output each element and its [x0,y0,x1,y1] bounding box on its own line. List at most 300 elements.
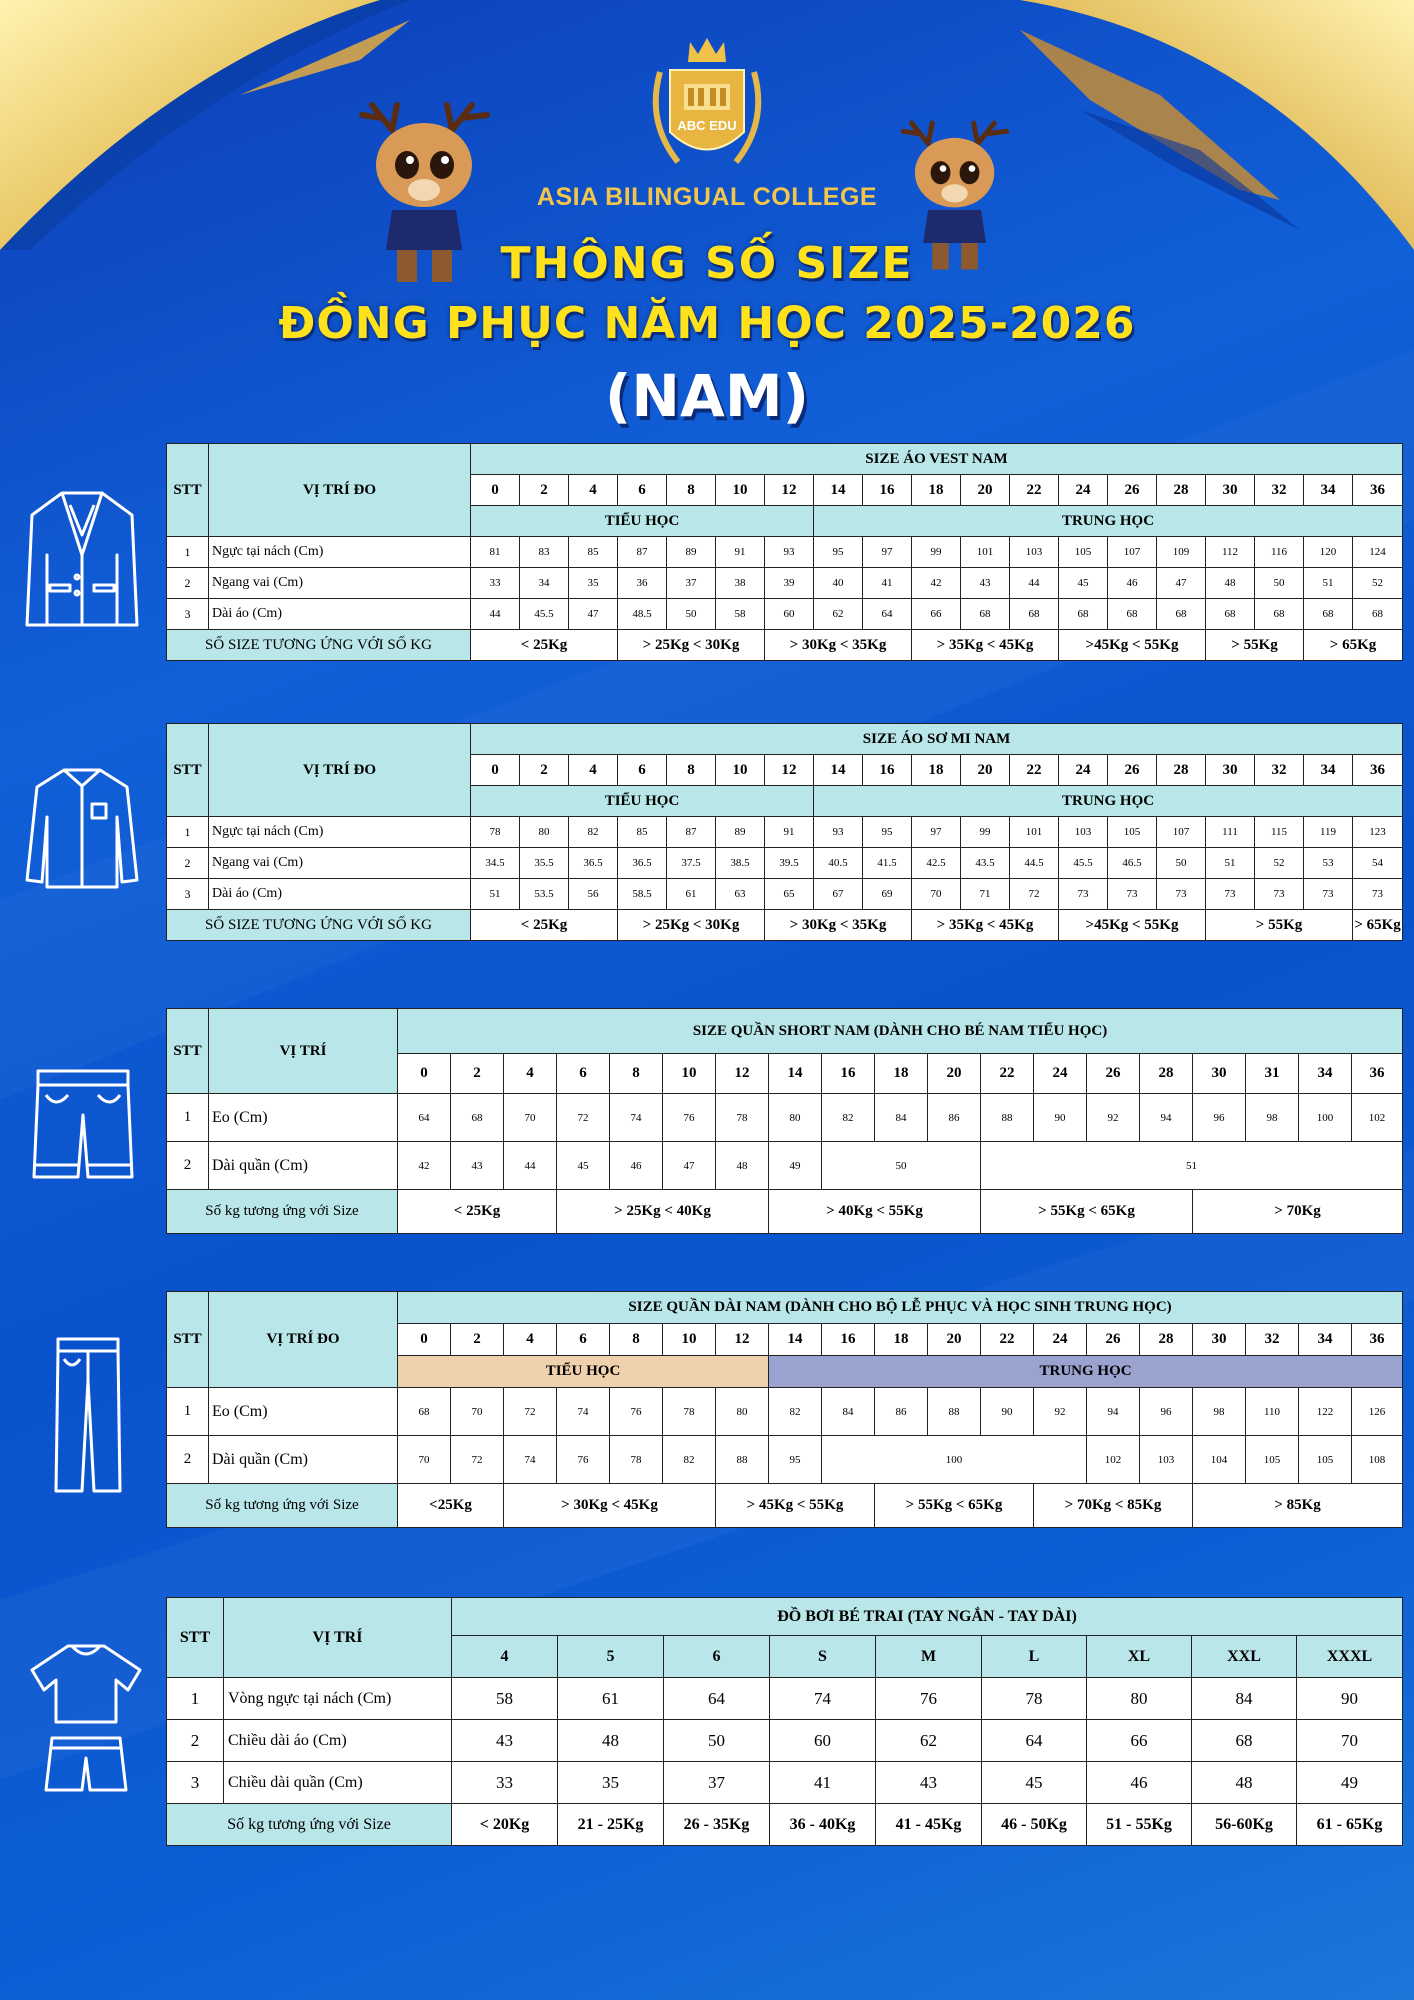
kg-row [167,910,1403,941]
size-header: 0 [471,755,520,786]
value-cell: 89 [667,537,716,568]
value-cell: 68 [1206,599,1255,630]
value-cell: 65 [765,879,814,910]
kg-range: 61 - 65Kg [1297,1804,1403,1846]
laurel-crest-icon [638,32,776,180]
value-cell: 68 [1192,1720,1297,1762]
value-cell: 56 [569,879,618,910]
value-cell: 48 [1206,568,1255,599]
table-row [167,848,1403,879]
value-cell: 83 [520,537,569,568]
value-cell: 72 [557,1094,610,1142]
kg-range: 41 - 45Kg [876,1804,982,1846]
size-header: 18 [875,1054,928,1094]
row-number: 1 [167,1678,224,1720]
value-cell: 82 [769,1388,822,1436]
value-cell: 62 [814,599,863,630]
value-cell: 49 [1297,1762,1403,1804]
value-cell: 87 [667,817,716,848]
value-cell: 72 [1010,879,1059,910]
value-cell: 73 [1353,879,1403,910]
page-subtitle: ĐỒNG PHỤC NĂM HỌC 2025-2026 [278,298,1136,349]
row-label: Dài quần (Cm) [209,1142,398,1190]
value-cell: 41 [770,1762,876,1804]
page-title: THÔNG SỐ SIZE [500,238,914,289]
size-header: 20 [961,475,1010,506]
size-header: 36 [1353,475,1403,506]
value-cell: 105 [1108,817,1157,848]
value-cell: 43 [961,568,1010,599]
kg-row-label: Số kg tương ứng với Size [167,1484,398,1528]
value-cell: 50 [1255,568,1304,599]
value-cell: 36.5 [569,848,618,879]
value-cell: 50 [667,599,716,630]
size-header: 16 [822,1324,875,1356]
kg-row [167,1190,1403,1234]
size-header: 2 [520,755,569,786]
value-cell: 92 [1034,1388,1087,1436]
kg-range: 21 - 25Kg [558,1804,664,1846]
value-cell: 73 [1255,879,1304,910]
value-cell: 70 [451,1388,504,1436]
kg-range: < 20Kg [452,1804,558,1846]
position-header: VỊ TRÍ ĐO [209,724,471,817]
value-cell: 94 [1087,1388,1140,1436]
value-cell: 58 [452,1678,558,1720]
value-cell: 44.5 [1010,848,1059,879]
value-cell: 84 [822,1388,875,1436]
value-cell: 41.5 [863,848,912,879]
row-label: Vòng ngực tại nách (Cm) [224,1678,452,1720]
size-header: 26 [1108,755,1157,786]
row-label: Ngang vai (Cm) [209,568,471,599]
value-cell: 105 [1059,537,1108,568]
value-cell: 50 [1157,848,1206,879]
size-header: 36 [1353,755,1403,786]
value-cell: 44 [471,599,520,630]
size-header: 4 [452,1636,558,1678]
size-header: 20 [961,755,1010,786]
value-cell: 34.5 [471,848,520,879]
shorts-size-table [166,1008,1403,1234]
value-cell: 42.5 [912,848,961,879]
size-header: 26 [1087,1054,1140,1094]
value-cell: 52 [1353,568,1403,599]
value-cell: 82 [663,1436,716,1484]
value-cell: 107 [1157,817,1206,848]
stt-header: STT [167,724,209,817]
value-cell: 62 [876,1720,982,1762]
table-row [167,1436,1403,1484]
value-cell: 90 [1297,1678,1403,1720]
kg-range: 51 - 55Kg [1087,1804,1192,1846]
value-cell: 68 [1255,599,1304,630]
value-cell: 72 [451,1436,504,1484]
kg-row-label: SỐ SIZE TƯƠNG ỨNG VỚI SỐ KG [167,910,471,941]
value-cell: 86 [928,1094,981,1142]
size-header: 30 [1206,755,1255,786]
size-header: 34 [1304,475,1353,506]
value-cell: 76 [663,1094,716,1142]
value-cell: 78 [663,1388,716,1436]
value-cell: 70 [1297,1720,1403,1762]
value-cell: 103 [1140,1436,1193,1484]
value-cell: 105 [1299,1436,1352,1484]
table-row [167,1678,1403,1720]
kg-range: < 25Kg [471,630,618,661]
value-cell: 49 [769,1142,822,1190]
value-cell: 115 [1255,817,1304,848]
value-cell: 50 [664,1720,770,1762]
kg-range: > 55Kg [1206,630,1304,661]
size-header: 12 [716,1054,769,1094]
value-cell: 47 [1157,568,1206,599]
row-number: 1 [167,1094,209,1142]
swimsuit-icon [28,1640,144,1795]
value-cell: 44 [1010,568,1059,599]
value-cell: 124 [1353,537,1403,568]
value-cell: 74 [610,1094,663,1142]
school-logo [638,32,776,180]
size-header: 4 [569,475,618,506]
value-cell: 70 [398,1436,451,1484]
value-cell: 103 [1010,537,1059,568]
value-cell: 64 [982,1720,1087,1762]
value-cell: 96 [1193,1094,1246,1142]
kg-range: > 30Kg < 45Kg [504,1484,716,1528]
value-cell: 98 [1193,1388,1246,1436]
size-header: 18 [912,755,961,786]
value-cell: 68 [1157,599,1206,630]
size-header: 30 [1193,1054,1246,1094]
kg-range: > 30Kg < 35Kg [765,630,912,661]
value-cell: 96 [1140,1388,1193,1436]
size-header: 6 [557,1054,610,1094]
value-cell: 64 [398,1094,451,1142]
value-cell: 82 [822,1094,875,1142]
value-cell: 73 [1157,879,1206,910]
value-cell: 94 [1140,1094,1193,1142]
size-header: 22 [1010,475,1059,506]
value-cell: 36 [618,568,667,599]
value-cell: 48 [716,1142,769,1190]
value-cell: 53.5 [520,879,569,910]
table-row [167,568,1403,599]
value-cell: 51 [1206,848,1255,879]
value-cell: 84 [875,1094,928,1142]
value-cell: 70 [912,879,961,910]
size-header: 20 [928,1054,981,1094]
kg-range: < 25Kg [398,1190,557,1234]
vest-size-table [166,443,1403,661]
size-header: 26 [1108,475,1157,506]
size-header: 4 [569,755,618,786]
value-cell: 68 [451,1094,504,1142]
shirt-size-table [166,723,1403,941]
size-header: 2 [451,1324,504,1356]
value-cell: 48.5 [618,599,667,630]
size-header: 0 [471,475,520,506]
value-cell: 76 [610,1388,663,1436]
page-header [0,0,1414,440]
value-cell: 45 [557,1142,610,1190]
value-cell: 123 [1353,817,1403,848]
value-cell: 99 [912,537,961,568]
value-cell: 36.5 [618,848,667,879]
kg-range: > 35Kg < 45Kg [912,630,1059,661]
position-header: VỊ TRÍ [209,1009,398,1094]
size-header: 18 [875,1324,928,1356]
table-row [167,599,1403,630]
value-cell: 97 [863,537,912,568]
kg-range: < 25Kg [471,910,618,941]
value-cell: 97 [912,817,961,848]
value-cell: 46 [1108,568,1157,599]
size-header: 28 [1140,1324,1193,1356]
row-label: Dài quần (Cm) [209,1436,398,1484]
size-header: 31 [1246,1054,1299,1094]
value-cell: 70 [504,1094,557,1142]
size-header: 30 [1193,1324,1246,1356]
value-cell: 43.5 [961,848,1010,879]
size-header: 18 [912,475,961,506]
value-cell: 78 [610,1436,663,1484]
value-cell: 72 [504,1388,557,1436]
value-cell: 74 [770,1678,876,1720]
value-cell: 41 [863,568,912,599]
value-cell: 87 [618,537,667,568]
table-row [167,817,1403,848]
value-cell: 110 [1246,1388,1299,1436]
size-header: XL [1087,1636,1192,1678]
value-cell: 102 [1087,1436,1140,1484]
size-header: 8 [667,475,716,506]
kg-range: > 70Kg < 85Kg [1034,1484,1193,1528]
size-header: 22 [981,1054,1034,1094]
trung-hoc-label: TRUNG HỌC [814,786,1403,817]
size-header: 34 [1299,1324,1352,1356]
value-cell: 51 [981,1142,1403,1190]
stt-header: STT [167,1292,209,1388]
size-header: 20 [928,1324,981,1356]
row-number: 1 [167,537,209,568]
value-cell: 39.5 [765,848,814,879]
school-name: ASIA BILINGUAL COLLEGE [536,183,878,211]
kg-range: > 40Kg < 55Kg [769,1190,981,1234]
value-cell: 35 [558,1762,664,1804]
table-title: SIZE QUẦN SHORT NAM (DÀNH CHO BÉ NAM TIỂU HỌC) [398,1009,1403,1054]
size-header: 36 [1352,1054,1403,1094]
kg-range: > 65Kg [1304,630,1403,661]
value-cell: 78 [471,817,520,848]
swimwear-size-table [166,1597,1403,1846]
kg-row-label: Số kg tương ứng với Size [167,1190,398,1234]
kg-range: 36 - 40Kg [770,1804,876,1846]
size-header: 16 [863,755,912,786]
row-label: Eo (Cm) [209,1388,398,1436]
kg-range: > 35Kg < 45Kg [912,910,1059,941]
kg-range: > 25Kg < 40Kg [557,1190,769,1234]
size-header: S [770,1636,876,1678]
value-cell: 45.5 [1059,848,1108,879]
value-cell: 60 [765,599,814,630]
value-cell: 39 [765,568,814,599]
kg-range: 56-60Kg [1192,1804,1297,1846]
size-header: 24 [1059,475,1108,506]
size-header: 12 [716,1324,769,1356]
row-number: 2 [167,1142,209,1190]
value-cell: 63 [716,879,765,910]
value-cell: 84 [1192,1678,1297,1720]
value-cell: 48 [558,1720,664,1762]
size-header: 12 [765,475,814,506]
value-cell: 73 [1108,879,1157,910]
gender-label: (NAM) [604,362,810,430]
size-header: 22 [981,1324,1034,1356]
value-cell: 95 [814,537,863,568]
value-cell: 64 [664,1678,770,1720]
table-row [167,1388,1403,1436]
table-title: SIZE ÁO VEST NAM [471,444,1403,475]
value-cell: 73 [1304,879,1353,910]
value-cell: 51 [1304,568,1353,599]
size-header: 6 [618,475,667,506]
value-cell: 35.5 [520,848,569,879]
value-cell: 54 [1353,848,1403,879]
trung-hoc-label: TRUNG HỌC [769,1356,1403,1388]
row-label: Dài áo (Cm) [209,599,471,630]
size-header: 24 [1059,755,1108,786]
size-header: 34 [1304,755,1353,786]
value-cell: 71 [961,879,1010,910]
size-header: 14 [769,1324,822,1356]
value-cell: 107 [1108,537,1157,568]
value-cell: 61 [558,1678,664,1720]
value-cell: 43 [451,1142,504,1190]
value-cell: 67 [814,879,863,910]
size-header: 14 [769,1054,822,1094]
size-header: 16 [863,475,912,506]
value-cell: 40.5 [814,848,863,879]
size-header: 14 [814,475,863,506]
value-cell: 81 [471,537,520,568]
value-cell: 68 [1304,599,1353,630]
value-cell: 91 [765,817,814,848]
kg-range: > 55Kg < 65Kg [875,1484,1034,1528]
value-cell: 68 [1108,599,1157,630]
table-row [167,1094,1403,1142]
value-cell: 66 [1087,1720,1192,1762]
value-cell: 44 [504,1142,557,1190]
value-cell: 86 [875,1388,928,1436]
size-header: 32 [1255,475,1304,506]
tieu-hoc-label: TIỂU HỌC [471,506,814,537]
value-cell: 61 [667,879,716,910]
size-header: 32 [1255,755,1304,786]
value-cell: 68 [961,599,1010,630]
value-cell: 64 [863,599,912,630]
value-cell: 46.5 [1108,848,1157,879]
row-label: Ngực tại nách (Cm) [209,817,471,848]
size-header: 4 [504,1054,557,1094]
value-cell: 74 [504,1436,557,1484]
dress-shirt-icon [22,762,142,892]
value-cell: 89 [716,817,765,848]
row-number: 2 [167,848,209,879]
value-cell: 101 [961,537,1010,568]
row-number: 2 [167,568,209,599]
size-header: 34 [1299,1054,1352,1094]
value-cell: 66 [912,599,961,630]
kg-row [167,630,1403,661]
value-cell: 100 [1299,1094,1352,1142]
value-cell: 111 [1206,817,1255,848]
row-number: 2 [167,1436,209,1484]
kg-range: > 55Kg [1206,910,1353,941]
kg-range: > 45Kg < 55Kg [716,1484,875,1528]
size-header: 0 [398,1054,451,1094]
size-header: 32 [1246,1324,1299,1356]
value-cell: 88 [716,1436,769,1484]
value-cell: 68 [1353,599,1403,630]
tieu-hoc-label: TIỂU HỌC [471,786,814,817]
value-cell: 38 [716,568,765,599]
size-header: 2 [520,475,569,506]
value-cell: 122 [1299,1388,1352,1436]
position-header: VỊ TRÍ ĐO [209,1292,398,1388]
value-cell: 88 [981,1094,1034,1142]
table-title: SIZE ÁO SƠ MI NAM [471,724,1403,755]
value-cell: 58 [716,599,765,630]
row-label: Ngực tại nách (Cm) [209,537,471,568]
value-cell: 85 [618,817,667,848]
table-title: SIZE QUẦN DÀI NAM (DÀNH CHO BỘ LỄ PHỤC VÀ HỌC SINH TRUNG HỌC) [398,1292,1403,1324]
size-header: 16 [822,1054,875,1094]
value-cell: 88 [928,1388,981,1436]
shorts-icon [32,1065,134,1183]
value-cell: 103 [1059,817,1108,848]
value-cell: 85 [569,537,618,568]
value-cell: 95 [769,1436,822,1484]
value-cell: 43 [452,1720,558,1762]
kg-range: <25Kg [398,1484,504,1528]
size-header: 4 [504,1324,557,1356]
value-cell: 35 [569,568,618,599]
size-header: 28 [1157,475,1206,506]
value-cell: 93 [765,537,814,568]
value-cell: 76 [876,1678,982,1720]
value-cell: 98 [1246,1094,1299,1142]
value-cell: 37.5 [667,848,716,879]
value-cell: 68 [398,1388,451,1436]
pants-size-table [166,1291,1403,1528]
value-cell: 47 [663,1142,716,1190]
kg-range: 46 - 50Kg [982,1804,1087,1846]
value-cell: 108 [1352,1436,1403,1484]
row-number: 1 [167,817,209,848]
value-cell: 80 [716,1388,769,1436]
size-header: 24 [1034,1054,1087,1094]
kg-range: > 65Kg [1353,910,1403,941]
row-label: Chiều dài áo (Cm) [224,1720,452,1762]
size-header: 36 [1352,1324,1403,1356]
value-cell: 73 [1059,879,1108,910]
size-header: M [876,1636,982,1678]
kg-range: >45Kg < 55Kg [1059,910,1206,941]
value-cell: 37 [664,1762,770,1804]
kg-row [167,1484,1403,1528]
value-cell: 90 [1034,1094,1087,1142]
